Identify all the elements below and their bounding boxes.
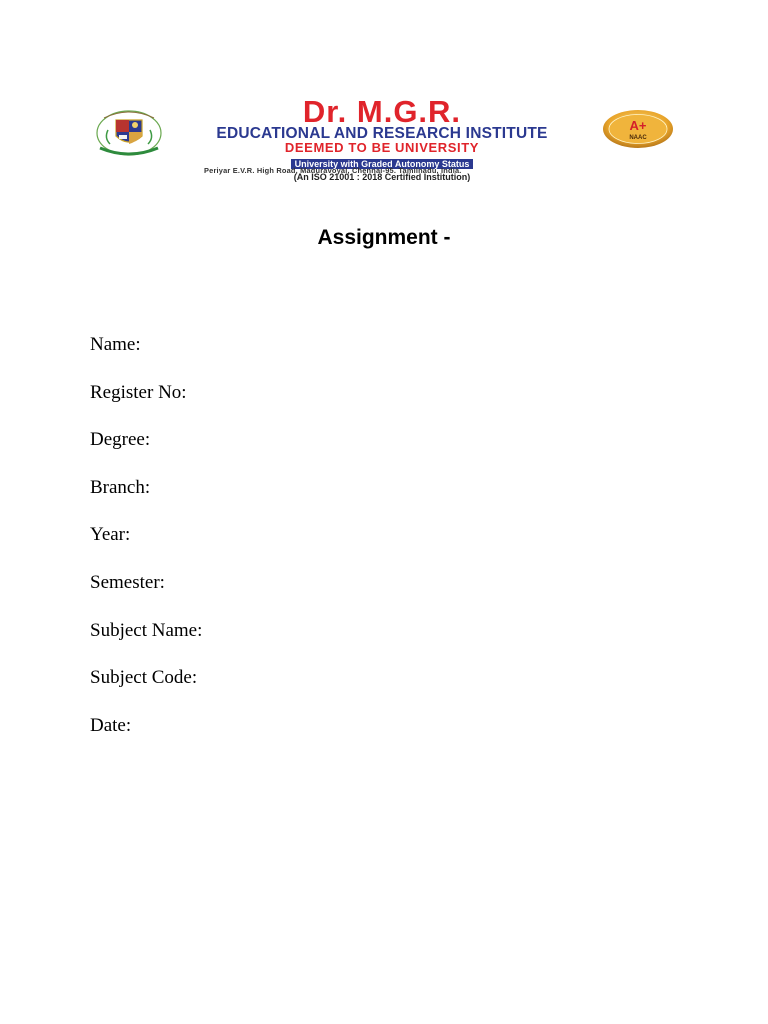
- field-label-register-no: Register No:: [90, 381, 187, 403]
- institution-header: [92, 94, 676, 182]
- field-label-date: Date:: [90, 714, 132, 736]
- deemed-university-label: DEEMED TO BE UNIVERSITY: [284, 140, 480, 155]
- field-label-subject-name: Subject Name:: [90, 619, 203, 641]
- student-details-list: [90, 334, 690, 762]
- iso-certification-label: (An ISO 21001 : 2018 Certified Institution): [293, 172, 471, 182]
- field-label-branch: Branch:: [90, 476, 151, 498]
- university-emblem-icon: [94, 108, 164, 158]
- field-label-semester: Semester:: [90, 571, 165, 593]
- naac-seal-icon: [602, 109, 674, 149]
- field-label-year: Year:: [90, 524, 131, 546]
- field-label-subject-code: Subject Code:: [90, 667, 198, 689]
- institute-name: EDUCATIONAL AND RESEARCH INSTITUTE: [216, 125, 548, 142]
- institution-address: Periyar E.V.R. High Road, Maduravoyal, Chennai-95. Tamilnadu, India.: [204, 166, 462, 175]
- seal-grade: A+: [629, 118, 647, 133]
- field-label-degree: Degree:: [90, 429, 151, 451]
- autonomy-status-label: University with Graded Autonomy Status: [291, 159, 474, 169]
- brand-name: Dr. M.G.R.: [302, 94, 462, 129]
- field-label-name: Name:: [90, 334, 141, 355]
- page-title: Assignment -: [317, 226, 451, 249]
- seal-body: NAAC: [629, 135, 647, 141]
